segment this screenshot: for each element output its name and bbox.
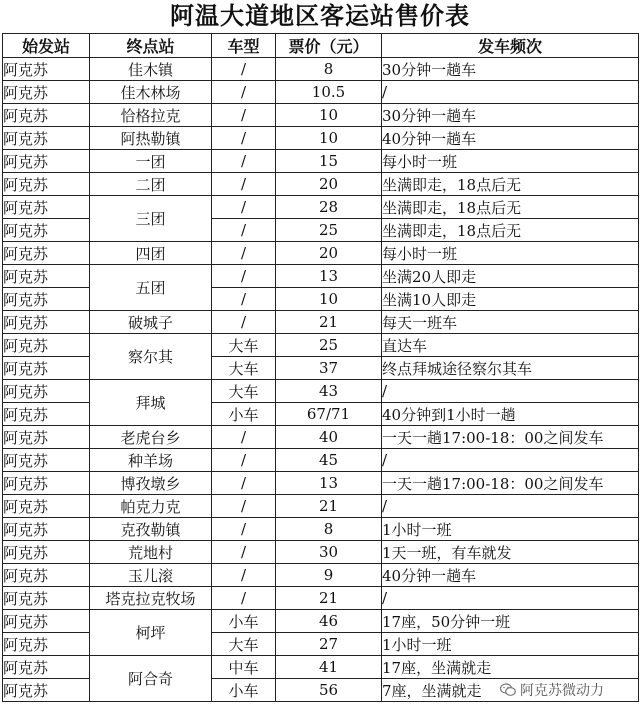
cell-vehicle: 小车	[212, 679, 276, 702]
col-header-frequency: 发车频次	[382, 34, 639, 58]
table-row	[3, 541, 639, 564]
cell-vehicle: /	[212, 426, 276, 449]
cell-frequency: 每小时一班	[382, 242, 639, 265]
cell-frequency: 30分钟一趟车	[382, 104, 639, 127]
cell-frequency: 坐满即走，18点后无	[382, 173, 639, 196]
table-row	[3, 196, 639, 219]
cell-destination: 阿合奇	[90, 656, 212, 702]
table-row	[3, 104, 639, 127]
cell-origin: 阿克苏	[3, 58, 90, 81]
cell-vehicle: /	[212, 587, 276, 610]
cell-frequency: 7座，坐满就走	[382, 679, 639, 702]
cell-destination: 种羊场	[90, 449, 212, 472]
cell-price: 10	[276, 127, 382, 150]
cell-destination: 玉儿滚	[90, 564, 212, 587]
table-row	[3, 495, 639, 518]
cell-origin: 阿克苏	[3, 288, 90, 311]
col-header-destination: 终点站	[90, 34, 212, 58]
cell-price: 13	[276, 472, 382, 495]
cell-vehicle: /	[212, 495, 276, 518]
cell-vehicle: /	[212, 127, 276, 150]
cell-vehicle: 大车	[212, 633, 276, 656]
cell-origin: 阿克苏	[3, 104, 90, 127]
cell-origin: 阿克苏	[3, 311, 90, 334]
cell-frequency: 40分钟一趟车	[382, 564, 639, 587]
table-row	[3, 58, 639, 81]
cell-destination: 四团	[90, 242, 212, 265]
table-row	[3, 426, 639, 449]
cell-price: 21	[276, 311, 382, 334]
table-row	[3, 380, 639, 403]
cell-origin: 阿克苏	[3, 541, 90, 564]
cell-vehicle: /	[212, 196, 276, 219]
cell-vehicle: /	[212, 81, 276, 104]
cell-price: 56	[276, 679, 382, 702]
cell-origin: 阿克苏	[3, 426, 90, 449]
table-row	[3, 518, 639, 541]
cell-price: 20	[276, 173, 382, 196]
cell-destination: 佳木林场	[90, 81, 212, 104]
table-row	[3, 127, 639, 150]
table-body	[3, 58, 639, 702]
table-row	[3, 656, 639, 679]
cell-origin: 阿克苏	[3, 380, 90, 403]
cell-vehicle: /	[212, 518, 276, 541]
cell-destination: 三团	[90, 196, 212, 242]
cell-frequency: 每小时一班	[382, 150, 639, 173]
cell-origin: 阿克苏	[3, 242, 90, 265]
cell-frequency: 坐满即走，18点后无	[382, 196, 639, 219]
cell-vehicle: /	[212, 472, 276, 495]
cell-frequency: 终点拜城途径察尔其车	[382, 357, 639, 380]
wechat-icon	[500, 683, 516, 697]
cell-destination: 拜城	[90, 380, 212, 426]
cell-origin: 阿克苏	[3, 495, 90, 518]
cell-price: 46	[276, 610, 382, 633]
cell-destination: 五团	[90, 265, 212, 311]
cell-destination: 阿热勒镇	[90, 127, 212, 150]
cell-origin: 阿克苏	[3, 518, 90, 541]
table-row	[3, 610, 639, 633]
table-row	[3, 449, 639, 472]
cell-frequency: /	[382, 495, 639, 518]
cell-price: 9	[276, 564, 382, 587]
cell-frequency: 17座，坐满就走	[382, 656, 639, 679]
cell-vehicle: 小车	[212, 610, 276, 633]
cell-vehicle: 大车	[212, 380, 276, 403]
cell-destination: 荒地村	[90, 541, 212, 564]
cell-frequency: 30分钟一趟车	[382, 58, 639, 81]
cell-origin: 阿克苏	[3, 472, 90, 495]
cell-frequency: 1小时一班	[382, 633, 639, 656]
cell-destination: 老虎台乡	[90, 426, 212, 449]
cell-price: 10.5	[276, 81, 382, 104]
watermark-text: 阿克苏微动力	[520, 683, 604, 699]
cell-origin: 阿克苏	[3, 656, 90, 679]
cell-frequency: 40分钟一趟车	[382, 127, 639, 150]
cell-destination: 恰格拉克	[90, 104, 212, 127]
cell-vehicle: /	[212, 541, 276, 564]
cell-origin: 阿克苏	[3, 587, 90, 610]
watermark	[500, 679, 604, 701]
cell-frequency: 一天一趟17:00-18：00之间发车	[382, 426, 639, 449]
cell-vehicle: 大车	[212, 357, 276, 380]
table-row	[3, 265, 639, 288]
cell-frequency: /	[382, 587, 639, 610]
cell-vehicle: /	[212, 311, 276, 334]
cell-price: 20	[276, 242, 382, 265]
cell-origin: 阿克苏	[3, 610, 90, 633]
cell-vehicle: 中车	[212, 656, 276, 679]
cell-frequency: 坐满即走，18点后无	[382, 219, 639, 242]
cell-origin: 阿克苏	[3, 403, 90, 426]
cell-price: 10	[276, 288, 382, 311]
table-row	[3, 173, 639, 196]
cell-vehicle: /	[212, 564, 276, 587]
cell-destination: 塔克拉克牧场	[90, 587, 212, 610]
cell-frequency: 1小时一班	[382, 518, 639, 541]
cell-origin: 阿克苏	[3, 633, 90, 656]
cell-destination: 察尔其	[90, 334, 212, 380]
cell-vehicle: /	[212, 265, 276, 288]
cell-price: 37	[276, 357, 382, 380]
table-row	[3, 81, 639, 104]
cell-frequency: 一天一趟17:00-18：00之间发车	[382, 472, 639, 495]
cell-origin: 阿克苏	[3, 127, 90, 150]
cell-origin: 阿克苏	[3, 150, 90, 173]
cell-price: 30	[276, 541, 382, 564]
cell-origin: 阿克苏	[3, 334, 90, 357]
cell-vehicle: /	[212, 173, 276, 196]
cell-vehicle: /	[212, 288, 276, 311]
cell-price: 25	[276, 334, 382, 357]
cell-origin: 阿克苏	[3, 449, 90, 472]
cell-destination: 帕克力克	[90, 495, 212, 518]
cell-origin: 阿克苏	[3, 173, 90, 196]
cell-origin: 阿克苏	[3, 219, 90, 242]
cell-price: 27	[276, 633, 382, 656]
table-row	[3, 311, 639, 334]
page-title: 阿温大道地区客运站售价表	[170, 2, 470, 30]
cell-frequency: /	[382, 380, 639, 403]
cell-price: 41	[276, 656, 382, 679]
cell-frequency: /	[382, 449, 639, 472]
fare-table	[2, 33, 639, 702]
cell-destination: 佳木镇	[90, 58, 212, 81]
cell-frequency: 坐满20人即走	[382, 265, 639, 288]
cell-price: 8	[276, 518, 382, 541]
col-header-price: 票价（元）	[276, 34, 382, 58]
cell-vehicle: 小车	[212, 403, 276, 426]
cell-vehicle: /	[212, 58, 276, 81]
cell-origin: 阿克苏	[3, 679, 90, 702]
cell-destination: 一团	[90, 150, 212, 173]
cell-price: 10	[276, 104, 382, 127]
cell-destination: 柯坪	[90, 610, 212, 656]
table-header-row	[3, 34, 639, 58]
cell-price: 67/71	[276, 403, 382, 426]
cell-origin: 阿克苏	[3, 196, 90, 219]
cell-vehicle: /	[212, 104, 276, 127]
cell-price: 8	[276, 58, 382, 81]
table-row	[3, 150, 639, 173]
table-row	[3, 472, 639, 495]
cell-origin: 阿克苏	[3, 357, 90, 380]
cell-destination: 博孜墩乡	[90, 472, 212, 495]
cell-price: 21	[276, 495, 382, 518]
cell-vehicle: /	[212, 242, 276, 265]
cell-destination: 克孜勒镇	[90, 518, 212, 541]
table-row	[3, 564, 639, 587]
cell-vehicle: /	[212, 219, 276, 242]
cell-frequency: /	[382, 81, 639, 104]
cell-origin: 阿克苏	[3, 81, 90, 104]
cell-destination: 破城子	[90, 311, 212, 334]
table-row	[3, 334, 639, 357]
cell-price: 28	[276, 196, 382, 219]
cell-frequency: 直达车	[382, 334, 639, 357]
cell-price: 45	[276, 449, 382, 472]
cell-frequency: 1天一班，有车就发	[382, 541, 639, 564]
cell-price: 13	[276, 265, 382, 288]
cell-frequency: 40分钟到1小时一趟	[382, 403, 639, 426]
col-header-origin: 始发站	[3, 34, 90, 58]
cell-vehicle: 大车	[212, 334, 276, 357]
cell-price: 25	[276, 219, 382, 242]
cell-origin: 阿克苏	[3, 564, 90, 587]
cell-frequency: 坐满10人即走	[382, 288, 639, 311]
cell-price: 21	[276, 587, 382, 610]
table-row	[3, 587, 639, 610]
cell-vehicle: /	[212, 449, 276, 472]
cell-price: 40	[276, 426, 382, 449]
cell-vehicle: /	[212, 150, 276, 173]
cell-destination: 二团	[90, 173, 212, 196]
cell-frequency: 17座，50分钟一班	[382, 610, 639, 633]
cell-price: 43	[276, 380, 382, 403]
cell-frequency: 每天一班车	[382, 311, 639, 334]
cell-origin: 阿克苏	[3, 265, 90, 288]
col-header-vehicle: 车型	[212, 34, 276, 58]
table-row	[3, 242, 639, 265]
cell-price: 15	[276, 150, 382, 173]
